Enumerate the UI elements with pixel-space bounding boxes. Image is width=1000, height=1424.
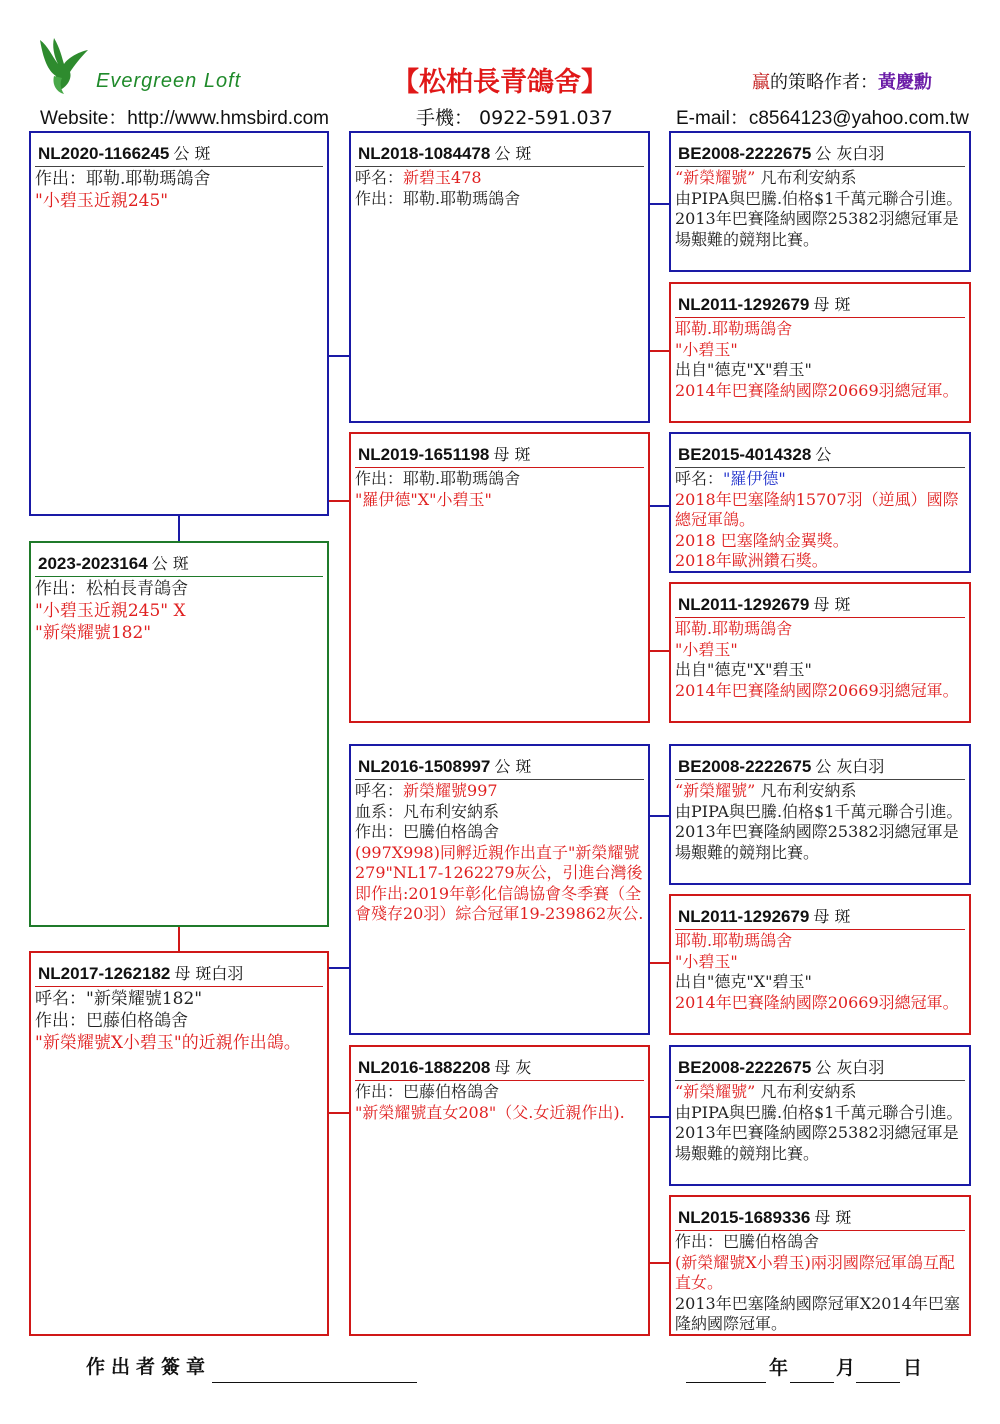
dss-id: BE2008-2222675 bbox=[678, 757, 812, 776]
dds-line: 2013年巴賽隆納國際25382羽總冠軍是場艱難的競翔比賽。 bbox=[675, 1123, 959, 1163]
connector bbox=[648, 815, 670, 817]
ss-name: 新碧玉478 bbox=[403, 168, 482, 187]
dsd-line: 2014年巴賽隆納國際20669羽總冠軍。 bbox=[675, 992, 959, 1012]
phone: 手機： 0922-591.037 bbox=[416, 107, 613, 129]
dds-line: 由PIPA與巴騰.伯格$1千萬元聯合引進。 bbox=[675, 1102, 963, 1122]
connector bbox=[648, 1116, 670, 1118]
dam-line: 作出：巴藤伯格鴿舍 bbox=[35, 1011, 188, 1031]
connector bbox=[328, 967, 350, 969]
sss-sex: 公 灰白羽 bbox=[815, 144, 885, 163]
sire-line: "小碧玉近親245" bbox=[35, 191, 169, 211]
dds-line: 凡布利安納系 bbox=[760, 1082, 857, 1101]
dds-id: BE2008-2222675 bbox=[678, 1058, 812, 1077]
dsd-line: 出自"德克"X"碧玉" bbox=[675, 972, 812, 991]
subject-line: 作出：松柏長青鴿舍 bbox=[35, 579, 188, 599]
connector bbox=[328, 500, 350, 502]
dss-line: “新榮耀號” bbox=[675, 781, 756, 800]
strategy-label: 的策略作者： bbox=[770, 72, 878, 93]
sss-line: “新榮耀號” bbox=[675, 168, 756, 187]
ssd-id: NL2011-1292679 bbox=[678, 295, 810, 314]
sdd-id: NL2011-1292679 bbox=[678, 595, 810, 614]
ssd-card bbox=[669, 282, 971, 423]
sss-line: 2013年巴賽隆納國際25382羽總冠軍是場艱難的競翔比賽。 bbox=[675, 209, 959, 249]
connector bbox=[648, 203, 670, 205]
sss-line: 由PIPA與巴騰.伯格$1千萬元聯合引進。 bbox=[675, 188, 963, 208]
sss-line: 凡布利安納系 bbox=[760, 168, 857, 187]
dss-line: 由PIPA與巴騰.伯格$1千萬元聯合引進。 bbox=[675, 801, 963, 821]
ddd-line: 2013年巴塞隆納國際冠軍X2014年巴塞隆納國際冠軍。 bbox=[675, 1293, 960, 1333]
connector bbox=[328, 355, 350, 357]
subject-card bbox=[29, 541, 329, 927]
divider bbox=[35, 986, 323, 987]
brand-name: Evergreen Loft bbox=[96, 70, 242, 92]
connector bbox=[178, 515, 180, 543]
divider bbox=[355, 467, 644, 468]
dam-sire-card bbox=[349, 744, 650, 1035]
ddd-id: NL2015-1689336 bbox=[678, 1208, 811, 1227]
sss-id: BE2008-2222675 bbox=[678, 144, 812, 163]
divider bbox=[355, 1080, 644, 1081]
sdd-line: "小碧玉" bbox=[675, 639, 738, 659]
sds-name: "羅伊德" bbox=[723, 469, 786, 488]
dsd-card bbox=[669, 894, 971, 1035]
sds-card bbox=[669, 432, 971, 573]
sd-line: "羅伊德"X"小碧玉" bbox=[355, 489, 492, 509]
ssd-line: 2014年巴賽隆納國際20669羽總冠軍。 bbox=[675, 380, 959, 400]
ss-id: NL2018-1084478 bbox=[358, 144, 491, 163]
month-line[interactable] bbox=[790, 1382, 834, 1383]
dsd-line: "小碧玉" bbox=[675, 951, 738, 971]
sdd-card bbox=[669, 582, 971, 723]
sire-sire-card bbox=[349, 131, 650, 423]
dss-card bbox=[669, 744, 971, 885]
dsd-sex: 母 斑 bbox=[813, 907, 851, 926]
ss-sex: 公 斑 bbox=[494, 144, 532, 163]
dss-line: 2013年巴賽隆納國際25382羽總冠軍是場艱難的競翔比賽。 bbox=[675, 822, 959, 862]
ssd-line: 出自"德克"X"碧玉" bbox=[675, 360, 812, 379]
connector bbox=[328, 1112, 350, 1114]
ds-line: 血系：凡布利安納系 bbox=[355, 801, 500, 821]
ds-id: NL2016-1508997 bbox=[358, 757, 491, 776]
ds-line: (997X998)同孵近親作出直子"新榮耀號279"NL17-1262279灰公，引進台灣後即作出:2019年彰化信鴿協會冬季賽（全會殘存20羽）綜合冠軍19-239862灰公. bbox=[355, 842, 644, 923]
signature-label: 作出者簽章 bbox=[86, 1356, 212, 1378]
ddd-card bbox=[669, 1195, 971, 1336]
divider bbox=[675, 317, 965, 318]
strategy-char: 贏 bbox=[752, 72, 770, 93]
sss-card bbox=[669, 131, 971, 272]
day-line[interactable] bbox=[856, 1382, 900, 1383]
dd-id: NL2016-1882208 bbox=[358, 1058, 491, 1077]
day-label: 日 bbox=[903, 1357, 923, 1379]
signature-line[interactable] bbox=[212, 1382, 417, 1383]
divider bbox=[675, 1230, 965, 1231]
sire-line: 作出：耶勒.耶勒瑪鴿舍 bbox=[35, 169, 211, 189]
year-line[interactable] bbox=[686, 1382, 766, 1383]
connector bbox=[648, 962, 670, 964]
subject-line: "小碧玉近親245" X bbox=[35, 601, 186, 621]
sdd-line: 耶勒.耶勒瑪鴿舍 bbox=[675, 619, 793, 638]
dam-sex: 母 斑白羽 bbox=[174, 964, 244, 983]
dss-line: 凡布利安納系 bbox=[760, 781, 857, 800]
sds-line: 2018 巴塞隆納金翼獎。 bbox=[675, 530, 849, 550]
ds-name-label: 呼名： bbox=[355, 781, 404, 800]
subject-id: 2023-2023164 bbox=[38, 554, 148, 573]
dove-logo-icon bbox=[34, 34, 92, 96]
dam-dam-card bbox=[349, 1045, 650, 1336]
ss-line: 作出：耶勒.耶勒瑪鴿舍 bbox=[355, 188, 521, 208]
sds-sex: 公 bbox=[815, 445, 832, 464]
month-label: 月 bbox=[836, 1357, 856, 1379]
ssd-sex: 母 斑 bbox=[813, 295, 851, 314]
divider bbox=[675, 1080, 965, 1081]
sd-line: 作出：耶勒.耶勒瑪鴿舍 bbox=[355, 469, 521, 488]
sds-line: 2018年巴塞隆納15707羽（逆風）國際總冠軍鴿。 bbox=[675, 489, 959, 529]
dd-line: 作出：巴藤伯格鴿舍 bbox=[355, 1082, 500, 1101]
dam-card bbox=[29, 951, 329, 1336]
sire-sex: 公 斑 bbox=[173, 144, 211, 163]
author-name: 黃慶勳 bbox=[878, 72, 932, 93]
dss-sex: 公 灰白羽 bbox=[815, 757, 885, 776]
subject-sex: 公 斑 bbox=[151, 554, 189, 573]
divider bbox=[355, 779, 644, 780]
ds-line: 作出：巴騰伯格鴿舍 bbox=[355, 822, 500, 841]
sdd-line: 出自"德克"X"碧玉" bbox=[675, 660, 812, 679]
connector bbox=[648, 1262, 670, 1264]
divider bbox=[355, 166, 644, 167]
email: E-mail：c8564123@yahoo.com.tw bbox=[676, 108, 969, 129]
ddd-sex: 母 斑 bbox=[814, 1208, 852, 1227]
ds-sex: 公 斑 bbox=[494, 757, 532, 776]
sdd-line: 2014年巴賽隆納國際20669羽總冠軍。 bbox=[675, 680, 959, 700]
connector bbox=[648, 505, 670, 507]
website: Website：http://www.hmsbird.com bbox=[40, 108, 329, 129]
divider bbox=[35, 166, 323, 167]
year-label: 年 bbox=[769, 1357, 789, 1379]
sds-id: BE2015-4014328 bbox=[678, 445, 812, 464]
dam-id: NL2017-1262182 bbox=[38, 964, 171, 983]
ss-name-label: 呼名： bbox=[355, 168, 404, 187]
dsd-id: NL2011-1292679 bbox=[678, 907, 810, 926]
connector bbox=[178, 925, 180, 953]
sds-line: 2018年歐洲鑽石獎。 bbox=[675, 551, 828, 570]
dam-line: 呼名："新榮耀號182" bbox=[35, 989, 203, 1009]
sire-card bbox=[29, 131, 329, 516]
dam-line: "新榮耀號X小碧玉"的近親作出鴿。 bbox=[35, 1033, 301, 1053]
sds-name-label: 呼名： bbox=[675, 469, 724, 488]
dds-line: “新榮耀號” bbox=[675, 1082, 756, 1101]
sire-dam-card bbox=[349, 432, 650, 723]
subject-line: "新榮耀號182" bbox=[35, 623, 152, 643]
divider bbox=[35, 576, 323, 577]
ddd-line: 作出：巴騰伯格鴿舍 bbox=[675, 1232, 820, 1251]
ssd-line: "小碧玉" bbox=[675, 339, 738, 359]
ds-name: 新榮耀號997 bbox=[403, 781, 498, 800]
sd-sex: 母 斑 bbox=[493, 445, 531, 464]
dd-sex: 母 灰 bbox=[494, 1058, 532, 1077]
divider bbox=[675, 467, 965, 468]
divider bbox=[675, 779, 965, 780]
sd-id: NL2019-1651198 bbox=[358, 445, 490, 464]
connector bbox=[648, 650, 670, 652]
dds-sex: 公 灰白羽 bbox=[815, 1058, 885, 1077]
connector bbox=[648, 350, 670, 352]
dds-card bbox=[669, 1045, 971, 1186]
dd-line: "新榮耀號直女208"（父.女近親作出). bbox=[355, 1102, 625, 1122]
ddd-line: (新榮耀號X小碧玉)兩羽國際冠軍鴿互配直女。 bbox=[675, 1252, 955, 1292]
logo bbox=[34, 34, 92, 96]
page-title: 【松柏長青鴿舍】 bbox=[392, 67, 608, 98]
ssd-line: 耶勒.耶勒瑪鴿舍 bbox=[675, 319, 793, 338]
sdd-sex: 母 斑 bbox=[813, 595, 851, 614]
dsd-line: 耶勒.耶勒瑪鴿舍 bbox=[675, 931, 793, 950]
strategy-author bbox=[752, 68, 932, 94]
divider bbox=[675, 929, 965, 930]
divider bbox=[675, 166, 965, 167]
divider bbox=[675, 617, 965, 618]
sire-id: NL2020-1166245 bbox=[38, 144, 170, 163]
